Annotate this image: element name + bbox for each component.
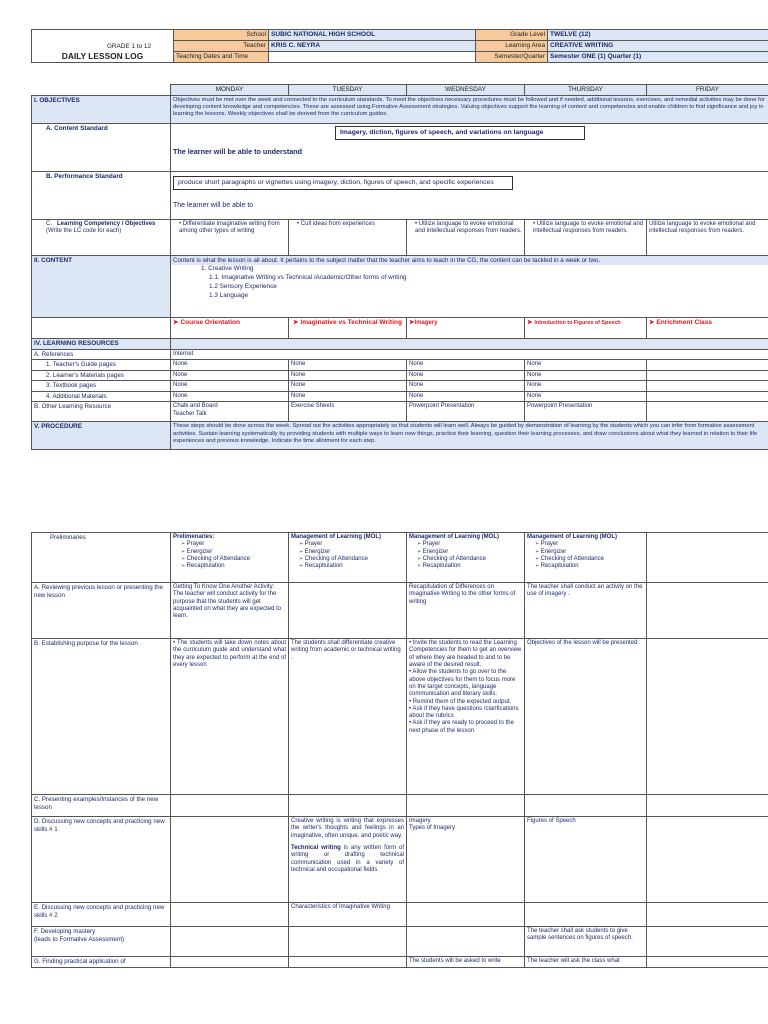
other-resource-label: B. Other Learning Resource — [32, 402, 171, 422]
topic-wednesday: ➤Imagery — [407, 317, 525, 338]
prelim-friday — [647, 533, 768, 583]
step-g-label: G. Finding practical application of — [32, 957, 171, 968]
competency-label-bold: Learning Competency / Objectives — [57, 220, 156, 227]
step-g-wednesday: The students will be asked to write — [407, 957, 525, 968]
step-e-thursday — [525, 903, 647, 927]
procedure-text: These steps should be done across the week. Spread out the activities appropriately so that students will learn well. Always be guided by demonstration of learning by the students which you can infer from formative assessment activities. Sustain learning systematically by providing students with multiple ways to learn new things, practice their learning, question their learning processes, and draw conclusions about what they learned in relation to their life experiences and previous knowledge. Indicate the time allotment for each step. — [171, 422, 768, 450]
competency-text: • Differentiate imaginative writing from among other types of writing — [179, 221, 286, 236]
prelim-header: Management of Learning (MOL) — [291, 534, 381, 540]
step-b-thursday: Objectives of the lesson will be presented. — [525, 639, 647, 795]
tg-tuesday: None — [289, 360, 407, 371]
competency-tuesday — [289, 219, 407, 255]
additional-label: 4. Additional Materials — [32, 391, 171, 402]
step-e-friday — [647, 903, 768, 927]
content-standard-cell — [171, 123, 768, 171]
step-b-tuesday: The students shall differentiate creative writing from academic or technical writing . — [289, 639, 407, 795]
competency-label — [32, 219, 171, 255]
prelim-header: Management of Learning (MOL) — [409, 534, 499, 540]
preliminaries-label: Preliminaries — [32, 533, 171, 583]
step-b-monday: • The students will take down notes about the curriculum guide and understand what they are expected to perform at the end of every lesson — [171, 639, 289, 795]
competency-friday — [647, 219, 768, 255]
textbook-label: 3. Textbook pages — [32, 381, 171, 392]
step-f-thursday: The teacher shall ask students to give sample sentences on figures of speech. — [525, 927, 647, 957]
day-monday: MONDAY — [171, 85, 289, 96]
topic-thursday: ➤ Introduction to Figures of Speech — [525, 317, 647, 338]
grade-title-cell — [32, 30, 174, 63]
procedure-label: V. PROCEDURE — [32, 422, 171, 450]
competency-thursday — [525, 219, 647, 255]
lm-label: 2. Learner's Materials pages — [32, 370, 171, 381]
content-cell — [171, 255, 768, 317]
tg-thursday: None — [525, 360, 647, 371]
step-g-thursday: The teacher will ask the class what — [525, 957, 647, 968]
lm-friday — [647, 370, 768, 381]
competency-prefix: C. — [46, 220, 52, 227]
competency-text: • Cull ideas from experiences — [297, 221, 404, 228]
prelim-item: ➢ Energizer — [535, 549, 644, 556]
day-wednesday: WEDNESDAY — [407, 85, 525, 96]
tg-monday: None — [171, 360, 289, 371]
step-g-friday — [647, 957, 768, 968]
textbook-monday: None — [171, 381, 289, 392]
grade-range: GRADE 1 to 12 — [106, 43, 151, 51]
resources-label: IV. LEARNING RESOURCES — [32, 338, 171, 349]
semester-label: Semester/Quarter — [476, 52, 548, 63]
content-outline — [171, 265, 768, 301]
page-title: DAILY LESSON LOG — [61, 50, 144, 61]
topic-friday: ➤ Enrichment Class — [647, 317, 768, 338]
step-c-wednesday — [407, 795, 525, 817]
procedure-table — [31, 532, 768, 968]
step-c-tuesday — [289, 795, 407, 817]
additional-thursday: None — [525, 391, 647, 402]
step-e-wednesday — [407, 903, 525, 927]
competency-wednesday — [407, 219, 525, 255]
objectives-label: I. OBJECTIVES — [32, 95, 171, 123]
blank-corner — [32, 85, 171, 96]
step-g-tuesday — [289, 957, 407, 968]
prelim-tuesday — [289, 533, 407, 583]
objectives-text: Objectives must be met over the week and connected to the curriculum standards. To meet the objectives necessary procedures must be followed and if needed, additional lessons, exercises, and remedial activities may be done for developing content knowledge and competencies. These are assessed using Formative Assessment strategies. Valuing objectives support the learning of content and competencies and enable children to find significance and joy in learning the lessons. Weekly objectives shall be derived from the curriculum guides. — [171, 95, 768, 123]
step-f-wednesday — [407, 927, 525, 957]
prelim-item: ➢ Energizer — [181, 549, 286, 556]
competency-label-rest: (Write the LC code for each) — [46, 228, 122, 235]
step-d-monday — [171, 817, 289, 903]
topics-blank — [32, 317, 171, 338]
competency-text: • Utilize language to evoke emotional and intellectual responses from readers. — [415, 221, 522, 236]
day-tuesday: TUESDAY — [289, 85, 407, 96]
grade-level-value: TWELVE (12) — [548, 30, 768, 41]
step-e-monday — [171, 903, 289, 927]
outline-item: 1.2 Sensory Experience — [209, 283, 277, 291]
step-d-tuesday — [289, 817, 407, 903]
references-value: Internet — [171, 349, 768, 360]
prelim-item: ➢ Checking of Attendance — [417, 556, 522, 563]
step-b-friday — [647, 639, 768, 795]
lesson-log-table — [31, 84, 768, 450]
textbook-friday — [647, 381, 768, 392]
prelim-item: ➢ Energizer — [299, 549, 404, 556]
prelim-item: ➢ Energizer — [417, 549, 522, 556]
other-wednesday: Powerpoint Presentation — [407, 402, 525, 422]
additional-friday — [647, 391, 768, 402]
topic-tuesday: ➤ Imaginative vs Technical Writing — [289, 317, 407, 338]
competency-text: • Utilize language to evoke emotional and intellectual responses from readers. — [533, 221, 644, 236]
day-friday: FRIDAY — [647, 85, 768, 96]
step-d-friday — [647, 817, 768, 903]
step-a-wednesday: Recapitulation of Differences on Imaginative Writing to the other forms of writing — [407, 583, 525, 639]
day-thursday: THURSDAY — [525, 85, 647, 96]
arrow-icon: ➤ — [173, 318, 181, 326]
learning-area-value: CREATIVE WRITING — [548, 41, 768, 52]
step-a-monday: Getting To Know One Another Activity: The teacher will conduct activity for the purpose that the students will get acquainted on what they are expected to learn. — [171, 583, 289, 639]
learning-area-label: Learning Area — [476, 41, 548, 52]
prelim-item: ➢ Recapitulation — [535, 563, 644, 570]
tg-wednesday: None — [407, 360, 525, 371]
additional-wednesday: None — [407, 391, 525, 402]
step-a-thursday: The teacher shall conduct an activity on the use of imagery . — [525, 583, 647, 639]
prelim-item: ➢ Prayer — [181, 541, 286, 548]
other-thursday: Powerpoint Presentation — [525, 402, 647, 422]
prelim-item: ➢ Recapitulation — [181, 563, 286, 570]
prelim-wednesday — [407, 533, 525, 583]
step-c-friday — [647, 795, 768, 817]
other-tuesday: Exercise Sheets — [289, 402, 407, 422]
step-a-tuesday — [289, 583, 407, 639]
creative-writing-definition: Creative writing is writing that expresses the writer's thoughts and feelings in an imaginative, often unique, and poetic way. — [291, 818, 404, 839]
textbook-thursday: None — [525, 381, 647, 392]
step-f-friday — [647, 927, 768, 957]
prelim-item: ➢ Prayer — [299, 541, 404, 548]
step-d-thursday: Figures of Speech — [525, 817, 647, 903]
prelim-item: ➢ Checking of Attendance — [181, 556, 286, 563]
step-d-wednesday: Imagery Types of Imagery — [407, 817, 525, 903]
additional-monday: None — [171, 391, 289, 402]
arrow-icon: ➤ — [527, 318, 535, 326]
teacher-label: Teacher — [174, 41, 269, 52]
outline-item: 1.1. Imaginative Writing vs Technical /Academic/Other forms of writing — [209, 274, 407, 282]
teacher-value: KRIS C. NEYRA — [269, 41, 476, 52]
textbook-tuesday: None — [289, 381, 407, 392]
performance-standard-label: B. Performance Standard — [32, 171, 171, 219]
step-a-label: A. Reviewing previous lesson or presenting the new lesson — [32, 583, 171, 639]
tg-friday — [647, 360, 768, 371]
prelim-monday — [171, 533, 289, 583]
prelim-item: ➢ Checking of Attendance — [299, 556, 404, 563]
arrow-icon: ➤ — [293, 318, 301, 326]
technical-writing-definition: Technical writing is any written form of writing or drafting technical communication used in a variety of technical and occupational fields — [291, 844, 404, 873]
tg-label: 1. Teacher's Guide pages — [32, 360, 171, 371]
prelim-item: ➢ Checking of Attendance — [535, 556, 644, 563]
prelim-item: ➢ Recapitulation — [417, 563, 522, 570]
content-text: Content is what the lesson is all about. It pertains to the subject matter that the teacher aims to teach in the CG, the content can be tackled in a week or two. — [171, 256, 768, 266]
school-label: School — [174, 30, 269, 41]
step-c-thursday — [525, 795, 647, 817]
grade-level-label: Grade Level — [476, 30, 548, 41]
content-standard-label: A. Content Standard — [32, 123, 171, 171]
prelim-item: ➢ Prayer — [417, 541, 522, 548]
header-table — [31, 29, 768, 63]
step-b-wednesday: • Invite the students to read the Learning Competencies for them to get an overview of where they are headed to and to be aware of the desired result. • Allow the students to go over to the above objectives for them to focus more on the target concepts, language communication and literary skills. • Remind them of the expected output. • Ask if they have questions /clarifications about the rubrics • Ask if they are ready to proceed to the next phase of the lesson — [407, 639, 525, 795]
additional-tuesday: None — [289, 391, 407, 402]
step-b-label: B. Establishing purpose for the lesson — [32, 639, 171, 795]
resources-fill — [171, 338, 768, 349]
dates-value — [269, 52, 476, 63]
semester-value: Semester ONE (1) Quarter (1) — [548, 52, 768, 63]
lm-monday: None — [171, 370, 289, 381]
step-f-label: F. Developing mastery (leads to Formative Assessment) — [32, 927, 171, 957]
step-f-monday — [171, 927, 289, 957]
references-label: A. References — [32, 349, 171, 360]
content-standard-box: Imagery, diction, figures of speech, and variations on language — [335, 126, 585, 140]
lm-tuesday: None — [289, 370, 407, 381]
content-standard-text: The learner will be able to understand — [173, 146, 303, 156]
competency-monday — [171, 219, 289, 255]
prelim-header: Prelimenaries: — [173, 534, 215, 540]
performance-standard-text: The learner will be able to — [173, 201, 254, 209]
content-label: II. CONTENT — [32, 255, 171, 317]
prelim-item: ➢ Recapitulation — [299, 563, 404, 570]
performance-standard-cell — [171, 171, 768, 219]
lm-thursday: None — [525, 370, 647, 381]
outline-item: 1.3 Language — [209, 292, 249, 300]
other-friday — [647, 402, 768, 422]
prelim-thursday — [525, 533, 647, 583]
step-e-tuesday: Characteristics of Imaginative Writing — [289, 903, 407, 927]
arrow-icon: ➤ — [409, 318, 415, 326]
step-c-monday — [171, 795, 289, 817]
outline-item: 1. Creative Writing — [201, 265, 254, 273]
school-value: SUBIC NATIONAL HIGH SCHOOL — [269, 30, 476, 41]
textbook-wednesday: None — [407, 381, 525, 392]
prelim-header: Management of Learning (MOL) — [527, 534, 617, 540]
step-d-label: D. Discussing new concepts and practicing new skills # 1 — [32, 817, 171, 903]
step-a-friday — [647, 583, 768, 639]
lm-wednesday: None — [407, 370, 525, 381]
competency-text: Utilize language to evoke emotional and intellectual responses from readers. — [649, 220, 756, 235]
step-f-tuesday — [289, 927, 407, 957]
performance-standard-box: produce short paragraphs or vignettes using imagery, diction, figures of speech, and specific experiences — [173, 176, 513, 190]
arrow-icon: ➤ — [649, 318, 657, 326]
topic-monday: ➤ Course Orientation — [171, 317, 289, 338]
step-g-monday — [171, 957, 289, 968]
dates-label: Teaching Dates and Time — [174, 52, 269, 63]
step-c-label: C. Presenting examples/Instances of the new lesson — [32, 795, 171, 817]
other-monday: Chalk and Board Teacher Talk — [171, 402, 289, 422]
step-e-label: E. Discussing new concepts and practicing new skills # 2 — [32, 903, 171, 927]
prelim-item: ➢ Prayer — [535, 541, 644, 548]
